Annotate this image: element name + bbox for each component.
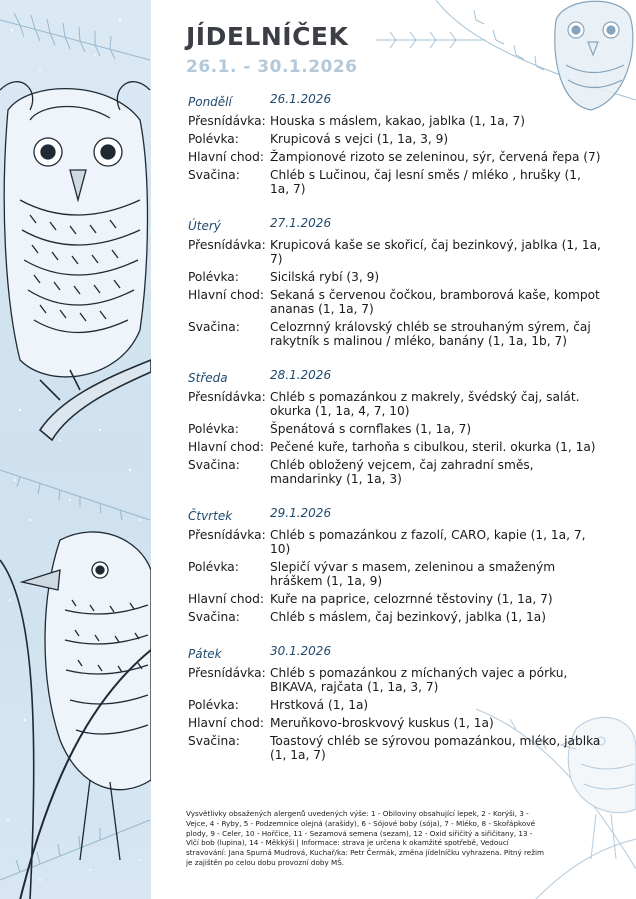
meal-text: Hrstková (1, 1a) <box>270 698 369 712</box>
day-name: Středa <box>188 371 228 385</box>
meal-label: Polévka: <box>188 560 239 574</box>
meal-text: Slepičí vývar s masem, zeleninou a smaženým hráškem (1, 1a, 9) <box>270 560 556 588</box>
meal-text: Chléb obložený vejcem, čaj zahradní směs, mandarinky (1, 1a, 3) <box>270 458 534 486</box>
meal-label: Svačina: <box>188 610 240 624</box>
day-date: 27.1.2026 <box>270 216 332 230</box>
meal-row <box>186 734 606 762</box>
day-header <box>186 216 606 234</box>
meal-label: Polévka: <box>188 698 239 712</box>
day-section <box>186 92 606 196</box>
meal-text: Celozrnný královský chléb se strouhaným sýrem, čaj rakytník s malinou / mléko, banány (1, 1a, 1b, 7) <box>270 320 591 348</box>
meal-label: Polévka: <box>188 270 239 284</box>
day-section <box>186 506 606 624</box>
meal-row <box>186 288 606 316</box>
meal-row <box>186 270 606 284</box>
meal-row <box>186 238 606 266</box>
meal-text: Meruňkovo-broskvový kuskus (1, 1a) <box>270 716 494 730</box>
decorative-side-panel <box>0 0 151 899</box>
meal-text: Houska s máslem, kakao, jablka (1, 1a, 7) <box>270 114 526 128</box>
meal-text: Krupicová kaše se skořicí, čaj bezinkový, jablka (1, 1a, 7) <box>270 238 601 266</box>
meal-row <box>186 320 606 348</box>
day-header <box>186 92 606 110</box>
day-name: Pátek <box>188 647 222 661</box>
meal-label: Přesnídávka: <box>188 666 266 680</box>
meal-text: Chléb s Lučinou, čaj lesní směs / mléko , hrušky (1, 1a, 7) <box>270 168 581 196</box>
weekly-menu <box>186 92 606 782</box>
meal-text: Špenátová s cornflakes (1, 1a, 7) <box>270 422 472 436</box>
meal-text: Chléb s pomazánkou z makrely, švédský čaj, salát. okurka (1, 1a, 4, 7, 10) <box>270 390 580 418</box>
meal-label: Přesnídávka: <box>188 238 266 252</box>
allergen-footnote: Vysvětlivky obsažených alergenů uvedených výše: 1 - Obiloviny obsahující lepek, 2 - Korýši, 3 - Vejce, 4 - Ryby, 5 - Podzemnice olejná (arašídy), 6 - Sójové boby (sója), 7 - Mléko, 8 - Skořápkové plody, 9 - Celer, 10 - Hořčice, 11 - Sezamová semena (sezam), 12 - Oxid siřičitý a siřičitany, 13 - Vlčí bob (lupina), 14 - Měkkýši | Informace: strava je určena k okamžité spotřebě, Vedoucí stravování: Jana Spurná Mudrová, Kuchař/ka: Petr Čermák, změna jídelníčku vyhrazena. Pitný režim je zajištěn po celou dobu provozní doby MŠ. <box>186 809 544 867</box>
meal-label: Hlavní chod: <box>188 592 264 606</box>
meal-label: Svačina: <box>188 458 240 472</box>
meal-text: Kuře na paprice, celozrnné těstoviny (1, 1a, 7) <box>270 592 553 606</box>
meal-row <box>186 666 606 694</box>
day-date: 28.1.2026 <box>270 368 332 382</box>
meal-row <box>186 458 606 486</box>
meal-row <box>186 528 606 556</box>
meal-label: Přesnídávka: <box>188 114 266 128</box>
meal-text: Pečené kuře, tarhoňa s cibulkou, steril. okurka (1, 1a) <box>270 440 596 454</box>
meal-label: Hlavní chod: <box>188 150 264 164</box>
day-date: 29.1.2026 <box>270 506 332 520</box>
day-name: Úterý <box>188 219 221 233</box>
meal-row <box>186 560 606 588</box>
meal-label: Svačina: <box>188 734 240 748</box>
day-header <box>186 644 606 662</box>
meal-row <box>186 422 606 436</box>
day-date: 30.1.2026 <box>270 644 332 658</box>
meal-label: Přesnídávka: <box>188 528 266 542</box>
meal-text: Krupicová s vejci (1, 1a, 3, 9) <box>270 132 449 146</box>
meal-label: Hlavní chod: <box>188 440 264 454</box>
page-title: JÍDELNÍČEK <box>186 22 349 51</box>
meal-row <box>186 132 606 146</box>
meal-text: Chléb s máslem, čaj bezinkový, jablka (1, 1a) <box>270 610 546 624</box>
owl-bird-illustration <box>0 0 151 899</box>
day-section <box>186 216 606 348</box>
meal-text: Chléb s pomazánkou z míchaných vajec a pórku, BIKAVA, rajčata (1, 1a, 3, 7) <box>270 666 568 694</box>
meal-label: Svačina: <box>188 320 240 334</box>
date-range: 26.1. - 30.1.2026 <box>186 57 358 77</box>
meal-row <box>186 390 606 418</box>
meal-text: Sicilská rybí (3, 9) <box>270 270 380 284</box>
meal-label: Polévka: <box>188 422 239 436</box>
day-date: 26.1.2026 <box>270 92 332 106</box>
meal-text: Chléb s pomazánkou z fazolí, CARO, kapie (1, 1a, 7, 10) <box>270 528 586 556</box>
meal-row <box>186 698 606 712</box>
meal-text: Toastový chléb se sýrovou pomazánkou, mléko, jablka (1, 1a, 7) <box>270 734 601 762</box>
day-section <box>186 368 606 486</box>
meal-row <box>186 592 606 606</box>
meal-label: Polévka: <box>188 132 239 146</box>
day-header <box>186 506 606 524</box>
day-section <box>186 644 606 762</box>
meal-row <box>186 114 606 128</box>
meal-row <box>186 716 606 730</box>
meal-row <box>186 168 606 196</box>
meal-text: Sekaná s červenou čočkou, bramborová kaše, kompot ananas (1, 1a, 7) <box>270 288 600 316</box>
meal-row <box>186 150 606 164</box>
day-header <box>186 368 606 386</box>
meal-label: Hlavní chod: <box>188 716 264 730</box>
meal-row <box>186 440 606 454</box>
meal-text: Žampionové rizoto se zeleninou, sýr, červená řepa (7) <box>270 150 601 164</box>
meal-row <box>186 610 606 624</box>
meal-label: Svačina: <box>188 168 240 182</box>
meal-label: Přesnídávka: <box>188 390 266 404</box>
day-name: Pondělí <box>188 95 232 109</box>
meal-label: Hlavní chod: <box>188 288 264 302</box>
day-name: Čtvrtek <box>188 509 233 523</box>
